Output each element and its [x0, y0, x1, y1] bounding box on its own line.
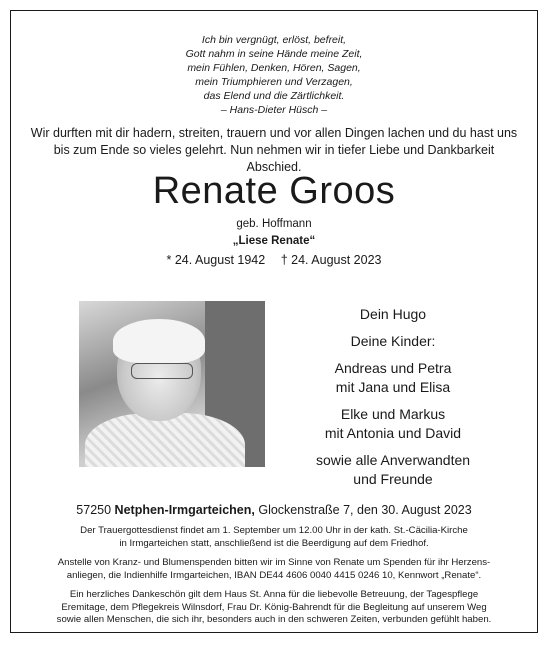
- mourner-line: und Freunde: [353, 471, 433, 487]
- poem-line: mein Fühlen, Denken, Hören, Sagen,: [187, 62, 361, 74]
- mourner-line: Andreas und Petra: [334, 360, 452, 376]
- photo-glasses: [131, 363, 193, 379]
- notice-line: Der Trauergottesdienst findet am 1. September um 12.00 Uhr in der kath. St.-Cäcilia-Kirche: [80, 525, 468, 536]
- deceased-name: Renate Groos: [152, 170, 396, 212]
- zip-code: 57250: [76, 503, 112, 517]
- town: Netphen-Irmgarteichen,: [114, 503, 255, 517]
- funeral-notice: [41, 525, 507, 550]
- portrait-photo: [79, 301, 265, 467]
- notice-line: Eremitage, dem Pflegekreis Wilnsdorf, Frau Dr. König-Bahrendt für die Begleitung auf unserem Weg: [61, 601, 487, 613]
- thanks-notice: [41, 589, 507, 627]
- mourner-line: Elke und Markus: [340, 406, 446, 422]
- children-label: Deine Kinder:: [350, 333, 436, 349]
- notice-line: sowie allen Menschen, die sich ihr, besonders auch in den schweren Zeiten, verbunden gefühlt haben.: [56, 614, 492, 626]
- mourner-line: mit Antonia und David: [324, 425, 462, 441]
- donation-notice: [41, 557, 507, 582]
- poem-line: Gott nahm in seine Hände meine Zeit,: [185, 48, 363, 60]
- birth-date: * 24. August 1942: [166, 253, 266, 267]
- obituary-frame: [10, 10, 538, 633]
- intro-line: Wir durften mit dir hadern, streiten, trauern und vor allen Dingen lachen und du hast uns: [30, 126, 518, 140]
- street-date: Glockenstraße 7, den 30. August 2023: [258, 503, 472, 517]
- poem-line: das Elend und die Zärtlichkeit.: [203, 90, 345, 102]
- poem-author: – Hans-Dieter Hüsch –: [220, 104, 328, 116]
- death-date: † 24. August 2023: [280, 253, 382, 267]
- photo-hair: [113, 319, 205, 363]
- nickname: „Liese Renate“: [232, 235, 316, 247]
- notice-line: in Irmgarteichen statt, anschließend ist die Beerdigung auf dem Friedhof.: [119, 537, 429, 549]
- notice-line: anliegen, die Indienhilfe Irmgarteichen, IBAN DE44 4606 0040 4415 0246 10, Kennwort „Renate“.: [66, 569, 482, 581]
- notice-line: Ein herzliches Dankeschön gilt dem Haus St. Anna für die liebevolle Betreuung, der Tagespflege: [69, 589, 479, 600]
- mourner-line: mit Jana und Elisa: [335, 379, 451, 395]
- address-line: [11, 503, 537, 517]
- intro-line: bis zum Ende so vieles gelehrt. Nun nehmen wir in tiefer Liebe und Dankbarkeit Abschied.: [53, 143, 495, 174]
- poem-line: mein Triumphieren und Verzagen,: [195, 76, 353, 88]
- life-dates: [11, 253, 537, 267]
- photo-body: [85, 413, 245, 467]
- birth-name: geb. Hoffmann: [236, 218, 312, 230]
- mourner-line: sowie alle Anverwandten: [315, 452, 471, 468]
- mourners-list: [293, 305, 493, 489]
- spouse: Dein Hugo: [359, 306, 427, 322]
- poem-line: Ich bin vergnügt, erlöst, befreit,: [201, 34, 347, 46]
- poem: [11, 33, 537, 117]
- notice-line: Anstelle von Kranz- und Blumenspenden bitten wir im Sinne von Renate um Spenden für ihr Herzens-: [57, 557, 491, 568]
